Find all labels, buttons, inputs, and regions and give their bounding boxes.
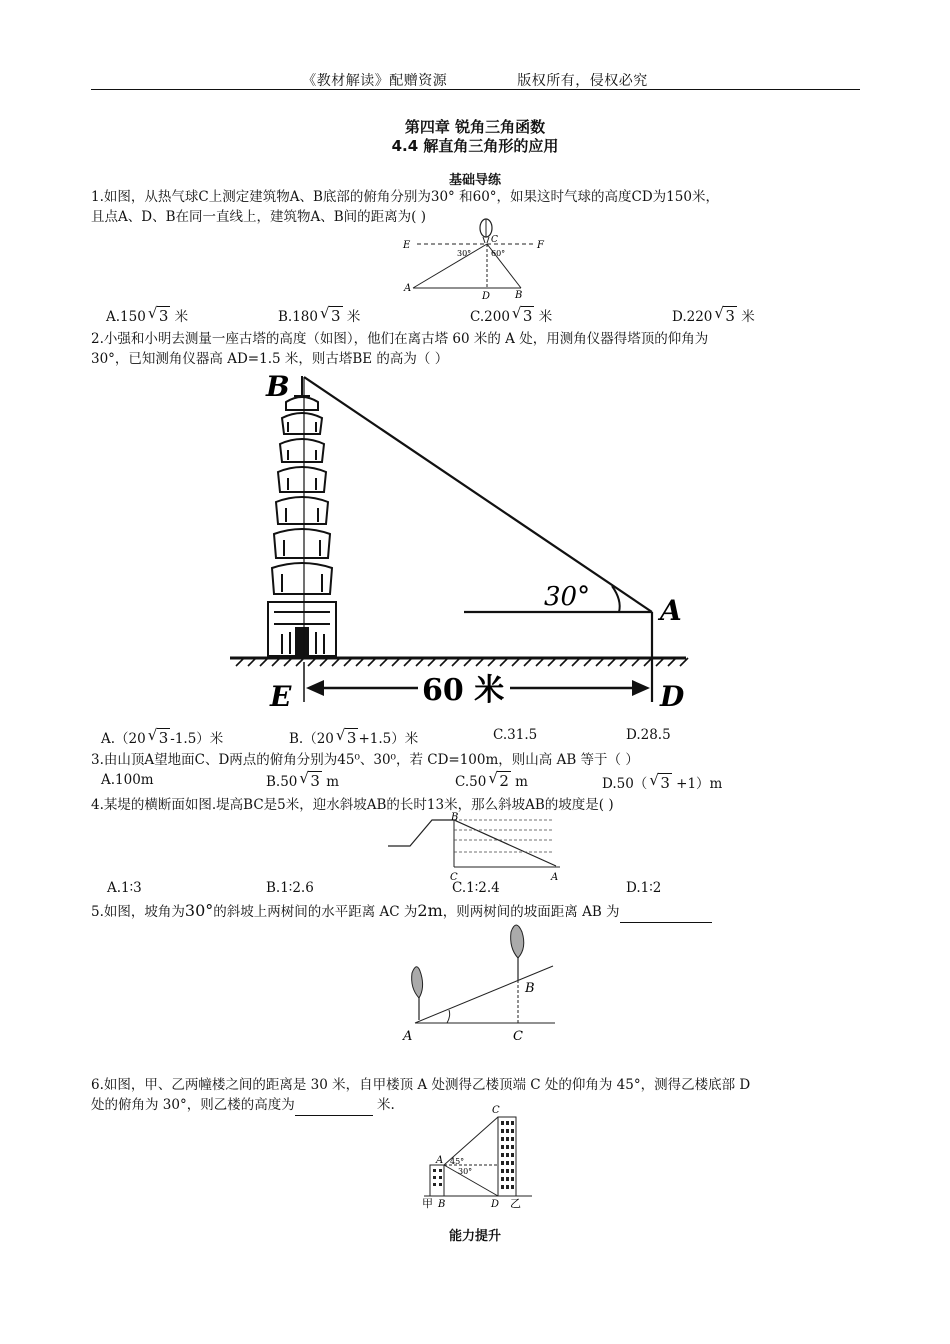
- pagoda-icon: [268, 376, 336, 656]
- q2-option-a[interactable]: A.（20 √ 3 -1.5）米: [101, 726, 224, 747]
- header-rule: [91, 89, 860, 90]
- q5-label-b: B: [525, 981, 535, 996]
- q4-text: 4.某堤的横断面如图.堤高BC是5米，迎水斜坡AB的长时13米，那么斜坡AB的坡度是( ): [91, 797, 614, 813]
- q6-figure: [418, 1101, 538, 1211]
- q6-label-d: D: [491, 1199, 500, 1210]
- q3-option-c[interactable]: C.50 √ 2 m: [455, 769, 528, 790]
- q6-line2: 处的俯角为 30°，则乙楼的高度为 米.: [91, 1095, 866, 1116]
- part1-title: 基础导练: [448, 173, 501, 188]
- header-right: 版权所有，侵权必究: [517, 73, 648, 89]
- q1-label-c: C: [491, 235, 498, 245]
- q1-option-a[interactable]: A.150 √ 3 米: [106, 304, 189, 325]
- q3-option-b[interactable]: B.50 √ 3 m: [266, 769, 340, 790]
- q6-angle-30: 30°: [458, 1167, 473, 1176]
- q6-answer-blank[interactable]: [295, 1095, 373, 1116]
- q2-angle-label: 30°: [544, 582, 591, 612]
- q2-option-b[interactable]: B.（20 √ 3 +1.5）米: [289, 726, 419, 747]
- q1-line2: 且点A、D、B在同一直线上，建筑物A、B间的距离为( ): [91, 209, 426, 225]
- q1-label-e: E: [403, 240, 411, 251]
- q4-label-a: A: [551, 872, 559, 882]
- q4-option-c[interactable]: C.1∶2.4: [452, 880, 500, 896]
- q2-label-a: A: [660, 594, 682, 627]
- header-left: 《教材解读》配赠资源: [302, 73, 448, 89]
- q5-label-c: C: [513, 1029, 523, 1044]
- q1-line1: 1.如图，从热气球C上测定建筑物A、B底部的俯角分别为30° 和60°，如果这时气球的高度CD为150米，: [91, 189, 719, 205]
- q1-label-f: F: [537, 240, 544, 251]
- q1-figure: [395, 218, 555, 300]
- q5-label-a: A: [403, 1029, 413, 1044]
- q4-option-d[interactable]: D.1∶2: [626, 880, 662, 896]
- q1-option-b[interactable]: B.180 √ 3 米: [278, 304, 361, 325]
- q6-label-yi: 乙: [510, 1197, 521, 1210]
- section-title: 4.4 解直角三角形的应用: [391, 137, 559, 155]
- q4-label-c: C: [450, 872, 458, 882]
- page-header: [0, 70, 950, 90]
- q2-figure: [226, 362, 696, 718]
- q4-label-b: B: [451, 812, 459, 823]
- q2-label-e: E: [270, 680, 292, 713]
- q5-text: 5.如图，坡角为30°的斜坡上两树间的水平距离 AC 为2m，则两树间的坡面距离 AB 为: [91, 901, 866, 923]
- q2-option-c[interactable]: C.31.5: [493, 727, 538, 743]
- q2-option-d[interactable]: D.28.5: [626, 727, 671, 743]
- q3-option-a[interactable]: A.100m: [101, 772, 154, 788]
- part2-title: 能力提升: [448, 1229, 501, 1244]
- q1-label-a: A: [404, 283, 412, 294]
- q2-distance-label: 60 米: [422, 673, 505, 708]
- q2-label-b: B: [266, 370, 290, 403]
- q1-angle-30: 30°: [457, 249, 472, 258]
- q1-option-d[interactable]: D.220 √ 3 米: [672, 304, 755, 325]
- q3-option-d[interactable]: D.50（ √ 3 +1）m: [602, 771, 723, 792]
- q2-line2: 30°，已知测角仪器高 AD=1.5 米，则古塔BE 的高为（ ）: [91, 351, 449, 367]
- tree-icon: [511, 925, 524, 958]
- q4-option-b[interactable]: B.1∶2.6: [266, 880, 314, 896]
- q1-label-d: D: [482, 291, 491, 300]
- q1-angle-60: 60°: [491, 249, 506, 258]
- q6-label-a: A: [436, 1155, 444, 1166]
- q6-label-c: C: [492, 1105, 500, 1116]
- q6-label-jia: 甲: [422, 1197, 433, 1210]
- q6-angle-45: 45°: [450, 1157, 465, 1166]
- q2-label-d: D: [660, 680, 685, 713]
- q2-line1: 2.小强和小明去测量一座古塔的高度（如图），他们在离古塔 60 米的 A 处，用测角仪器得塔顶的仰角为: [91, 331, 709, 347]
- q5-figure: [395, 918, 565, 1046]
- q4-option-a[interactable]: A.1∶3: [107, 880, 142, 896]
- chapter-title: 第四章 锐角三角函数: [404, 118, 546, 136]
- q6-line1: 6.如图，甲、乙两幢楼之间的距离是 30 米，自甲楼顶 A 处测得乙楼顶端 C 处的仰角为 45°，测得乙楼底部 D: [91, 1077, 751, 1093]
- q3-text: 3.由山顶A望地面C、D两点的俯角分别为45⁰、30⁰，若 CD=100m，则山高 AB 等于（ ）: [91, 752, 639, 768]
- q5-answer-blank[interactable]: [620, 902, 712, 923]
- q4-figure: [388, 812, 568, 882]
- q1-option-c[interactable]: C.200 √ 3 米: [470, 304, 553, 325]
- q1-label-b: B: [515, 290, 523, 300]
- q6-label-b: B: [438, 1199, 446, 1210]
- tree-icon: [412, 967, 423, 998]
